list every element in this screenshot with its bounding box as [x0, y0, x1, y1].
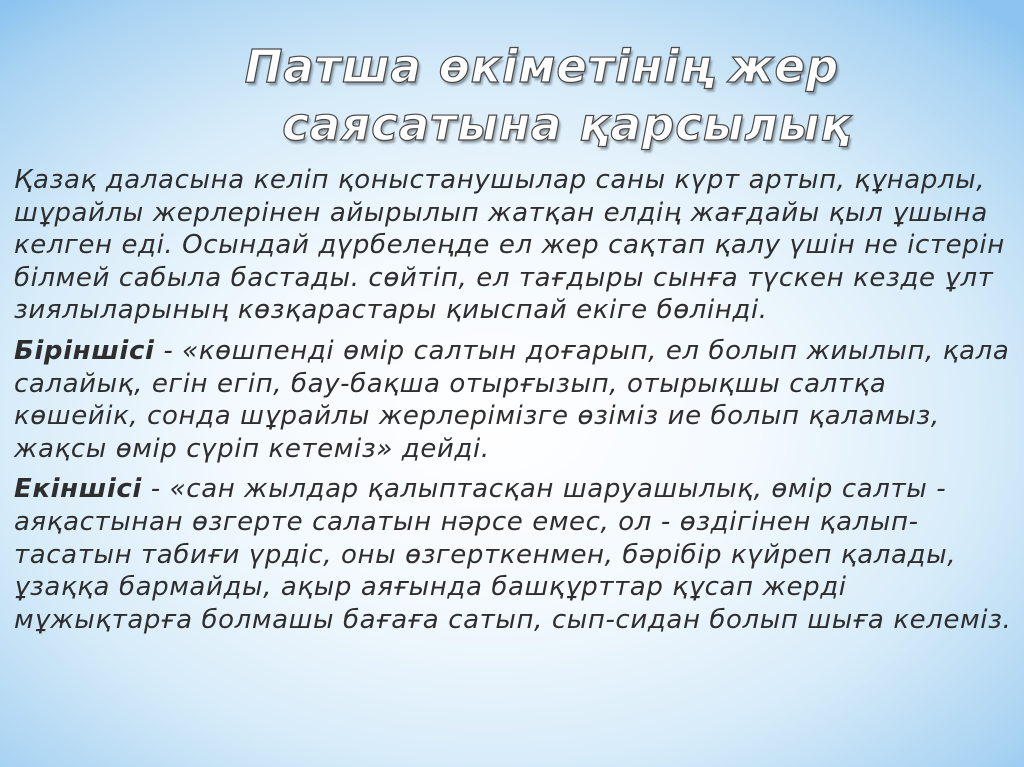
- slide-title-line1: Патша өкіметінің жер: [244, 40, 840, 93]
- slide-title: [0, 38, 1024, 154]
- paragraph-first-view: [14, 335, 1014, 465]
- first-view-text: - «көшпенді өмір салтын доғарып, ел болып жиылып, қала салайық, егін егіп, бау-бақша отырғызып, отырықшы салтқа көшейік, сонда шұрайлы жерлерімізге өзіміз ие болып қаламыз, жақсы өмір сүріп кетеміз» дейді.: [14, 335, 1010, 464]
- slide-title-line2: саясатына қарсылық: [282, 98, 852, 151]
- paragraph-second-view: [14, 473, 1014, 636]
- slide-body: [14, 164, 1014, 644]
- second-view-text: - «сан жылдар қалыптасқан шаруашылық, өмір салты - аяқастынан өзгерте салатын нәрсе емес, ол - өздігінен қалып-тасатын табиғи үрдіс, оны өзгерткенмен, бәрібір күйреп қалады, ұзаққа бармайды, ақыр аяғында башқұрттар құсап жерді мұжықтарға болмашы бағаға сатып, сып-сидан болып шыға келеміз.: [14, 474, 1012, 635]
- paragraph-intro: Қазақ даласына келіп қоныстанушылар саны күрт артып, құнарлы, шұрайлы жерлерінен айырылып жатқан елдің жағдайы қыл ұшына келген еді. Осындай дүрбелеңде ел жер сақтап қалу үшін не істерін білмей сабыла бастады. сөйтіп, ел тағдыры сынға түскен кезде ұлт зиялыларының көзқарастары қиыспай екіге бөлінді.: [14, 165, 1005, 326]
- first-view-label: Біріншісі: [14, 335, 155, 366]
- second-view-label: Екіншісі: [14, 474, 142, 505]
